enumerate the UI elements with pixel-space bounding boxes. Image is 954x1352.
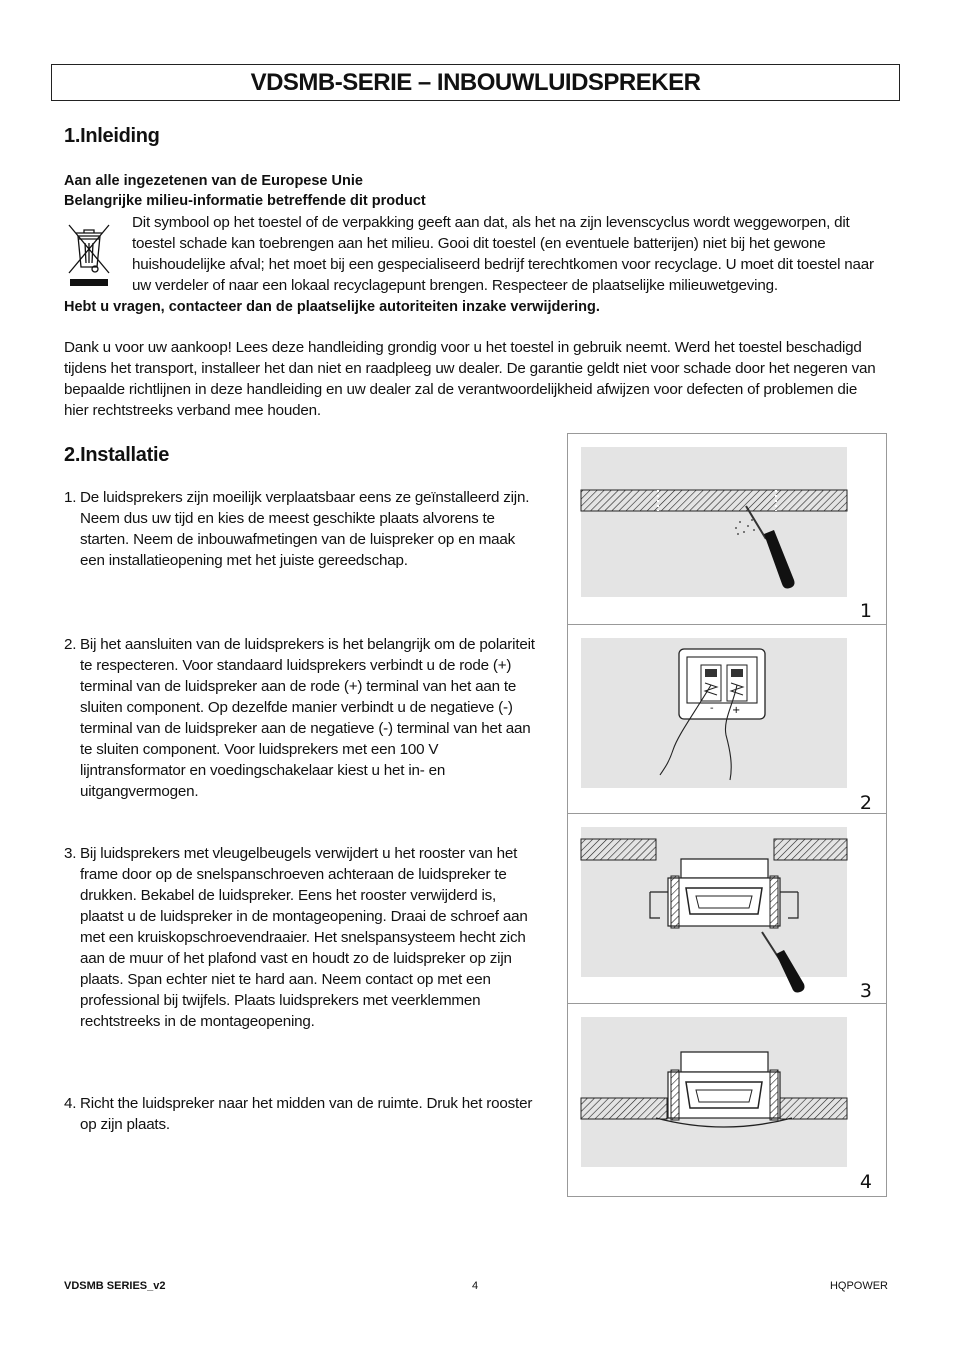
- section-heading-installatie: 2.Installatie: [64, 444, 170, 466]
- figure-label: 3: [859, 980, 872, 1002]
- install-step-1: [64, 487, 544, 571]
- step-line: aan de muur of het plafond vast en houdt zo de luidspreker op zijn: [80, 950, 512, 967]
- weee-line: huishoudelijke afval; het moet bij een gespecialiseerd bedrijf terechtkomen voor recyclage. U moet dit toestel naar: [132, 256, 874, 273]
- step-line: starten. Neem de inbouwafmetingen van de luispreker op en maak: [80, 531, 516, 548]
- environment-info-heading: Belangrijke milieu-informatie betreffende dit product: [64, 193, 426, 209]
- figure-2-panel: [568, 625, 886, 814]
- thanks-line: hier rechtstreeks verband mee houden.: [64, 402, 321, 419]
- thanks-line: Dank u voor uw aankoop! Lees deze handleiding grondig voor u het toestel in gebruik neemt. Werd het toestel beschadigd: [64, 339, 862, 356]
- questions-contact-note: Hebt u vragen, contacteer dan de plaatselijke autoriteiten inzake verwijdering.: [64, 299, 600, 315]
- footer-right: HQPOWER: [829, 1280, 888, 1292]
- step-number: 3.: [64, 845, 77, 862]
- figure-label: 4: [859, 1171, 872, 1193]
- weee-line: uw verdeler of naar een lokaal recyclagepunt brengen. Respecteer de plaatselijke milieuwetgeving.: [132, 277, 778, 294]
- step-line: Richt the luidspreker naar het midden van de ruimte. Druk het rooster: [80, 1095, 533, 1112]
- step-number: 1.: [64, 489, 77, 506]
- terminal-minus-label: -: [710, 703, 714, 714]
- install-step-2: [64, 634, 544, 802]
- footer-left: VDSMB SERIES_v2: [64, 1280, 166, 1292]
- step-number: 4.: [64, 1095, 77, 1112]
- thanks-line: tijdens het transport, installeer het dan niet en raadpleeg uw dealer. De garantie geldt niet voor schade door het negeren van: [64, 360, 876, 377]
- weee-line: toestel schade kan toebrengen aan het milieu. Gooi dit toestel (en eventuele batterijen) niet bij het gewone: [132, 235, 826, 252]
- thanks-paragraph: [64, 337, 904, 421]
- install-step-4: [64, 1093, 544, 1135]
- step-line: drukken. Bekabel de luidspreker. Eens het rooster verwijderd is,: [80, 887, 497, 904]
- mounting-speaker-illustration: [568, 814, 886, 1003]
- step-number: 2.: [64, 636, 77, 653]
- page-title: [51, 64, 900, 101]
- figure-3-panel: [568, 814, 886, 1004]
- terminal-plus-label: +: [732, 705, 741, 716]
- step-line: De luidsprekers zijn moeilijk verplaatsbaar eens ze geïnstalleerd zijn.: [80, 489, 530, 506]
- step-line: te sluiten component. Voor luidsprekers met een 100 V: [80, 741, 439, 758]
- step-line: uitgangvermogen.: [80, 783, 199, 800]
- step-line: een installatieopening met het juiste gereedschap.: [80, 552, 408, 569]
- step-line: terminal van de luidspreker aan de rode (+) terminal van het aan te: [80, 678, 517, 695]
- page-title-text: VDSMB-SERIE – INBOUWLUIDSPREKER: [250, 68, 701, 96]
- figure-label: 1: [859, 600, 872, 622]
- step-line: Bij het aansluiten van de luidsprekers is het belangrijk om de polariteit: [80, 636, 535, 653]
- figure-4-panel: [568, 1004, 886, 1196]
- cutting-hole-illustration: [568, 434, 886, 624]
- thanks-line: bepaalde richtlijnen in deze handleiding en uw dealer zal de verantwoordelijkheid afwijzen voor defecten of problemen die: [64, 381, 858, 398]
- step-line: lijntransformator en voedingschakelaar kiest u het in- en: [80, 762, 446, 779]
- step-line: plaatst u de luidspreker in de montageopening. Draai de schroef aan: [80, 908, 528, 925]
- step-line: professional bij twijfels. Plaats luidsprekers met veerklemmen: [80, 992, 481, 1009]
- step-line: Neem dus uw tijd en kies de meest geschikte plaats alvorens te: [80, 510, 495, 527]
- crossed-out-wheelie-bin-icon: [64, 219, 114, 291]
- weee-symbol-text: [132, 212, 902, 296]
- step-line: frame door op de snelspanschroeven achteraan de luidspreker te: [80, 866, 507, 883]
- step-line: plaats. Span echter niet te hard aan. Neem contact op met een: [80, 971, 491, 988]
- installed-speaker-illustration: [568, 1004, 886, 1195]
- step-line: sluiten component. Op dezelfde manier verbindt u de negatieve (-): [80, 699, 513, 716]
- step-line: terminal van de luidspreker aan de negatieve (-) terminal van het aan: [80, 720, 531, 737]
- installation-figures: [567, 433, 887, 1197]
- figure-label: 2: [859, 792, 872, 814]
- eu-residents-heading: Aan alle ingezetenen van de Europese Unie: [64, 173, 363, 189]
- figure-1-panel: [568, 434, 886, 625]
- step-line: op zijn plaats.: [80, 1116, 170, 1133]
- install-step-3: [64, 843, 544, 1032]
- step-line: te respecteren. Voor standaard luidsprekers verbindt u de rode (+): [80, 657, 512, 674]
- section-heading-inleiding: 1.Inleiding: [64, 125, 160, 147]
- step-line: rechtstreeks in de montageopening.: [80, 1013, 315, 1030]
- page-number: 4: [472, 1280, 479, 1292]
- weee-line: Dit symbool op het toestel of de verpakking geeft aan dat, als het na zijn levenscyclus wordt weggeworpen, dit: [132, 214, 850, 231]
- step-line: met een kruiskopschroevendraaier. Het snelspansysteem hecht zich: [80, 929, 526, 946]
- speaker-terminals-illustration: [568, 625, 886, 813]
- step-line: Bij luidsprekers met vleugelbeugels verwijdert u het rooster van het: [80, 845, 518, 862]
